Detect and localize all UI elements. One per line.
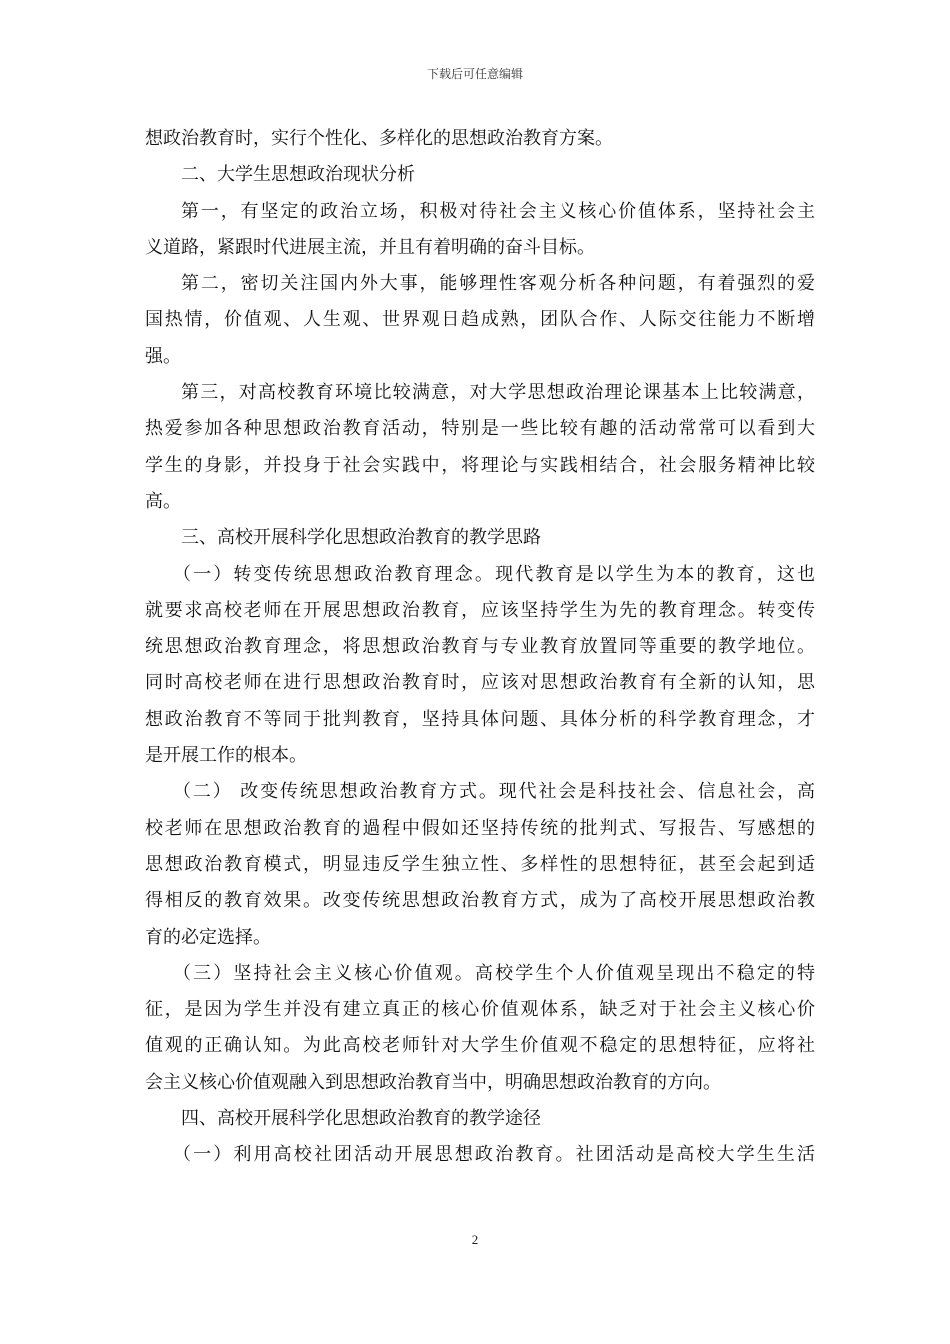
text-line: 征，是因为学生并没有建立真正的核心价值观体系，缺乏对于社会主义核心价 (145, 999, 815, 1021)
text-line: 是开展工作的根本。 (145, 745, 307, 767)
text-line: 第一，有坚定的政治立场，积极对待社会主义核心价值体系，坚持社会主 (181, 200, 815, 222)
text-line: 就要求高校老师在开展思想政治教育，应该坚持学生为先的教育理念。转变传 (145, 599, 815, 621)
text-line: （一）利用高校社团活动开展思想政治教育。社团活动是高校大学生生活 (173, 1144, 815, 1166)
text-line: 学生的身影，并投身于社会实践中，将理论与实践相结合，社会服务精神比较 (145, 454, 815, 476)
text-line: 热爱参加各种思想政治教育活动，特别是一些比较有趣的活动常常可以看到大 (145, 418, 815, 440)
text-line: 第二，密切关注国内外大事，能够理性客观分析各种问题，有着强烈的爱 (181, 273, 815, 295)
text-line: 四、高校开展科学化思想政治教育的教学途径 (181, 1108, 541, 1130)
text-line: 值观的正确认知。为此高校老师针对大学生价值观不稳定的思想特征，应将社 (145, 1035, 815, 1057)
text-line: 义道路，紧跟时代进展主流，并且有着明确的奋斗目标。 (145, 236, 595, 258)
text-line: 想政治教育不等同于批判教育，坚持具体问题、具体分析的科学教育理念，才 (145, 708, 815, 730)
text-line: 会主义核心价值观融入到思想政治教育当中，明确思想政治教育的方向。 (145, 1071, 721, 1093)
text-line: 同时高校老师在进行思想政治教育时，应该对思想政治教育有全新的认知，思 (145, 672, 815, 694)
text-line: 三、高校开展科学化思想政治教育的教学思路 (181, 527, 541, 549)
text-line: 思想政治教育模式，明显违反学生独立性、多样性的思想特征，甚至会起到适 (145, 853, 815, 875)
text-line: 强。 (145, 345, 181, 367)
text-line: （三）坚持社会主义核心价值观。高校学生个人价值观呈现出不稳定的特 (173, 962, 815, 984)
text-line: 统思想政治教育理念，将思想政治教育与专业教育放置同等重要的教学地位。 (145, 636, 815, 658)
text-line: 校老师在思想政治教育的過程中假如还坚持传统的批判式、写报告、写感想的 (145, 817, 815, 839)
text-line: 想政治教育时，实行个性化、多样化的思想政治教育方案。 (145, 128, 613, 149)
text-line: 国热情，价值观、人生观、世界观日趋成熟，团队合作、人际交往能力不断增 (145, 309, 815, 331)
text-line: （一）转变传统思想政治教育理念。现代教育是以学生为本的教育，这也 (173, 563, 815, 585)
text-line: 育的必定选择。 (145, 926, 271, 948)
text-line: 高。 (145, 490, 181, 512)
text-line: 得相反的教育效果。改变传统思想政治教育方式，成为了高校开展思想政治教 (145, 890, 815, 912)
page-number: 2 (471, 1232, 479, 1247)
page-header: 下载后可任意编辑 (426, 67, 523, 81)
text-line: 第三，对高校教育环境比较满意，对大学思想政治理论课基本上比较满意， (181, 382, 815, 404)
text-line: （二） 改变传统思想政治教育方式。现代社会是科技社会、信息社会，高 (173, 781, 815, 803)
text-line: 二、大学生思想政治现状分析 (181, 164, 415, 186)
document-body (145, 121, 815, 1174)
